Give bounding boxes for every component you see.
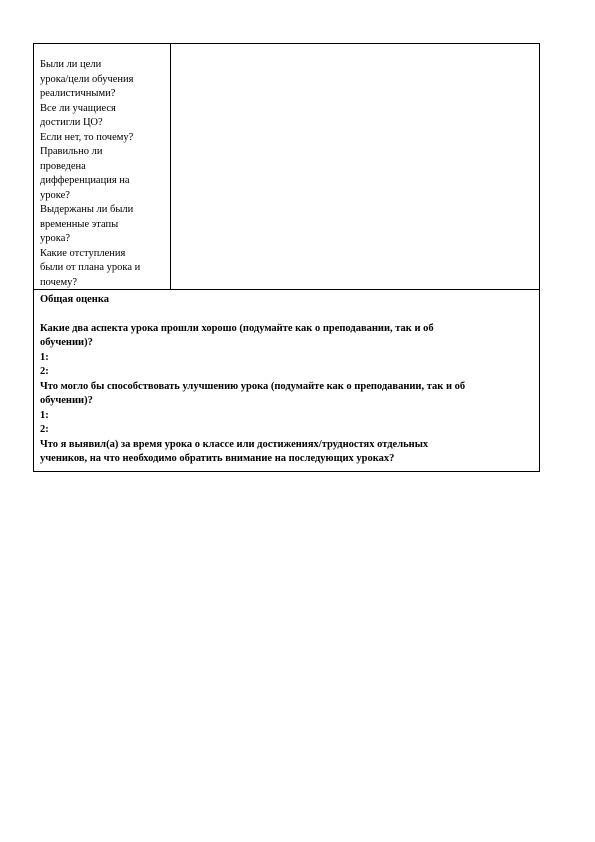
question-line: Если нет, то почему? — [40, 131, 134, 143]
question-text: учеников, на что необходимо обратить внимание на последующих уроках? — [40, 453, 395, 464]
question-line: реалистичными? — [40, 88, 116, 99]
question-line: проведена — [40, 160, 86, 172]
answer-number: 1: — [40, 409, 49, 421]
answer-number: 1: — [40, 351, 49, 363]
question-text: Что я выявил(а) за время урока о классе или достижениях/трудностях отдельных — [40, 438, 429, 450]
table-row-questions — [34, 44, 539, 290]
question-line: достигли ЦО? — [40, 117, 103, 128]
questions-cell — [34, 44, 171, 289]
question-line: уроке? — [40, 189, 70, 201]
question-line: Были ли цели — [40, 59, 102, 70]
question-line: были от плана урока и — [40, 262, 141, 273]
answer-cell — [171, 44, 539, 289]
question-line: урока/цели обучения — [40, 73, 134, 85]
question-text: обучении)? — [40, 395, 93, 406]
answer-number: 2: — [40, 424, 49, 435]
question-line: Правильно ли — [40, 146, 103, 157]
question-line: почему? — [40, 276, 78, 288]
table-row-overall — [34, 290, 539, 471]
question-line: временные этапы — [40, 218, 119, 230]
overall-title: Общая оценка — [40, 294, 109, 305]
question-line: урока? — [40, 233, 71, 244]
evaluation-table — [33, 43, 540, 472]
answer-number: 2: — [40, 366, 49, 377]
question-text: обучении)? — [40, 337, 93, 348]
question-line: Все ли учащиеся — [40, 102, 116, 114]
question-line: дифференциация на — [40, 175, 130, 186]
question-text: Что могло бы способствовать улучшению урока (подумайте как о преподавании, так и об — [40, 380, 466, 392]
question-text: Какие два аспекта урока прошли хорошо (подумайте как о преподавании, так и об — [40, 322, 434, 334]
question-line: Какие отступления — [40, 247, 126, 259]
spacer — [40, 308, 533, 322]
question-line: Выдержаны ли были — [40, 204, 134, 215]
